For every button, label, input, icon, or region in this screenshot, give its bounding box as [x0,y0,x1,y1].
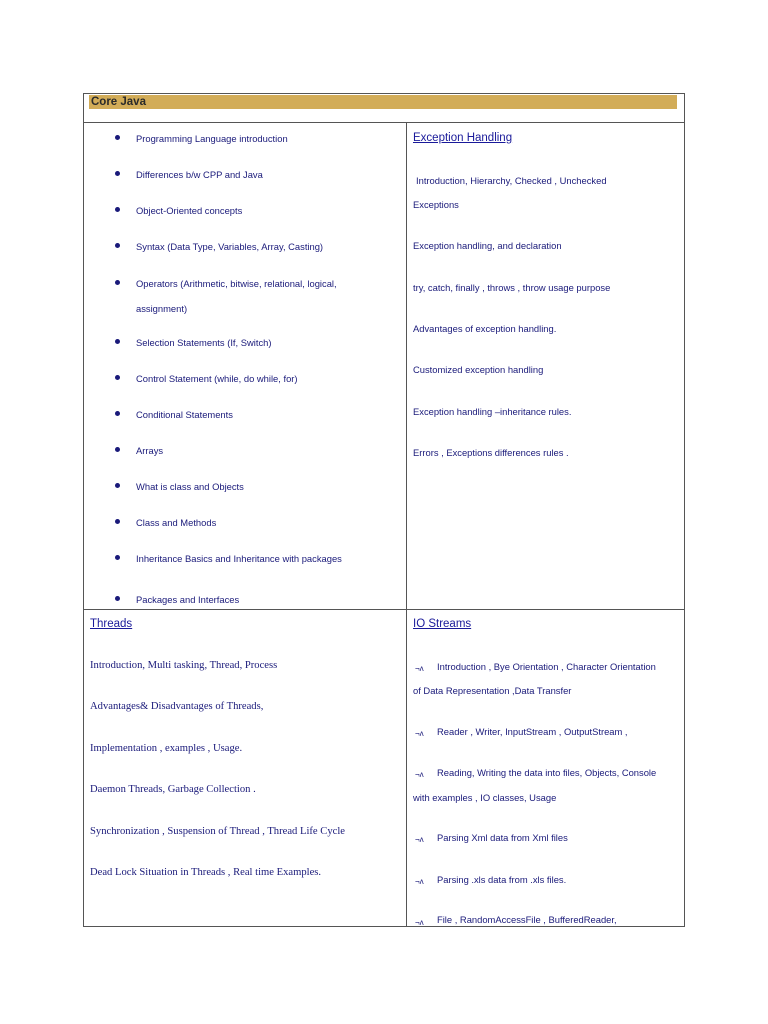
bullet-icon [115,171,120,176]
column-divider [406,123,407,927]
bullet-icon [115,280,120,285]
bullet-icon [115,375,120,380]
arrow-bullet-icon: ¬ʌ [415,835,424,844]
list-item: Reading, Writing the data into files, Objects, Console [437,767,657,778]
bullet-icon [115,447,120,452]
list-item: File , RandomAccessFile , BufferedReader, [437,914,617,925]
list-item: Introduction , Bye Orientation , Character Orientation [437,661,656,672]
exception-handling-title: Exception Handling [413,132,513,144]
bullet-icon [115,339,120,344]
list-item: Introduction, Multi tasking, Thread, Process [90,660,278,671]
list-item: try, catch, finally , throws , throw usage purpose [413,282,611,293]
list-item-continued: of Data Representation ,Data Transfer [413,685,572,696]
arrow-bullet-icon: ¬ʌ [415,877,424,886]
list-item: Object-Oriented concepts [136,205,243,216]
list-item: Exception handling, and declaration [413,240,562,251]
list-item: Advantages& Disadvantages of Threads, [90,701,264,712]
list-item: Introduction, Hierarchy, Checked , Unchecked [416,175,607,186]
row-divider [84,609,684,610]
header-title: Core Java [91,96,146,108]
list-item: Selection Statements (If, Switch) [136,337,272,348]
list-item: Operators (Arithmetic, bitwise, relational, logical, [136,278,337,289]
list-item: Exceptions [413,199,459,210]
list-item: Parsing .xls data from .xls files. [437,874,567,885]
list-item: Syntax (Data Type, Variables, Array, Casting) [136,241,324,252]
list-item: Customized exception handling [413,364,544,375]
arrow-bullet-icon: ¬ʌ [415,664,424,673]
list-item: Class and Methods [136,517,217,528]
list-item: Reader , Writer, InputStream , OutputStream , [437,726,628,737]
arrow-bullet-icon: ¬ʌ [415,918,424,927]
list-item: Errors , Exceptions differences rules . [413,447,569,458]
header-row [84,94,684,123]
list-item: Implementation , examples , Usage. [90,743,243,754]
list-item-continued: with examples , IO classes, Usage [413,792,557,803]
bullet-icon [115,555,120,560]
list-item: What is class and Objects [136,481,244,492]
list-item: Packages and Interfaces [136,594,240,605]
bullet-icon [115,519,120,524]
list-item: Programming Language introduction [136,133,288,144]
bullet-icon [115,135,120,140]
bullet-icon [115,243,120,248]
threads-title: Threads [90,618,133,630]
list-item: Inheritance Basics and Inheritance with packages [136,553,342,564]
header-bar [89,95,677,109]
arrow-bullet-icon: ¬ʌ [415,729,424,738]
io-streams-title: IO Streams [413,618,472,630]
list-item: Synchronization , Suspension of Thread , Thread Life Cycle [90,826,345,837]
bullet-icon [115,207,120,212]
list-item: Dead Lock Situation in Threads , Real time Examples. [90,867,322,878]
bullet-icon [115,596,120,601]
list-item: Parsing Xml data from Xml files [437,832,568,843]
list-item: Daemon Threads, Garbage Collection . [90,784,256,795]
list-item: Conditional Statements [136,409,233,420]
bullet-icon [115,411,120,416]
list-item: Arrays [136,445,164,456]
list-item: Control Statement (while, do while, for) [136,373,298,384]
list-item: Exception handling –inheritance rules. [413,406,572,417]
bullet-icon [115,483,120,488]
arrow-bullet-icon: ¬ʌ [415,770,424,779]
syllabus-table [83,93,685,927]
list-item: Advantages of exception handling. [413,323,557,334]
list-item-continued: assignment) [136,303,188,314]
list-item: Differences b/w CPP and Java [136,169,263,180]
